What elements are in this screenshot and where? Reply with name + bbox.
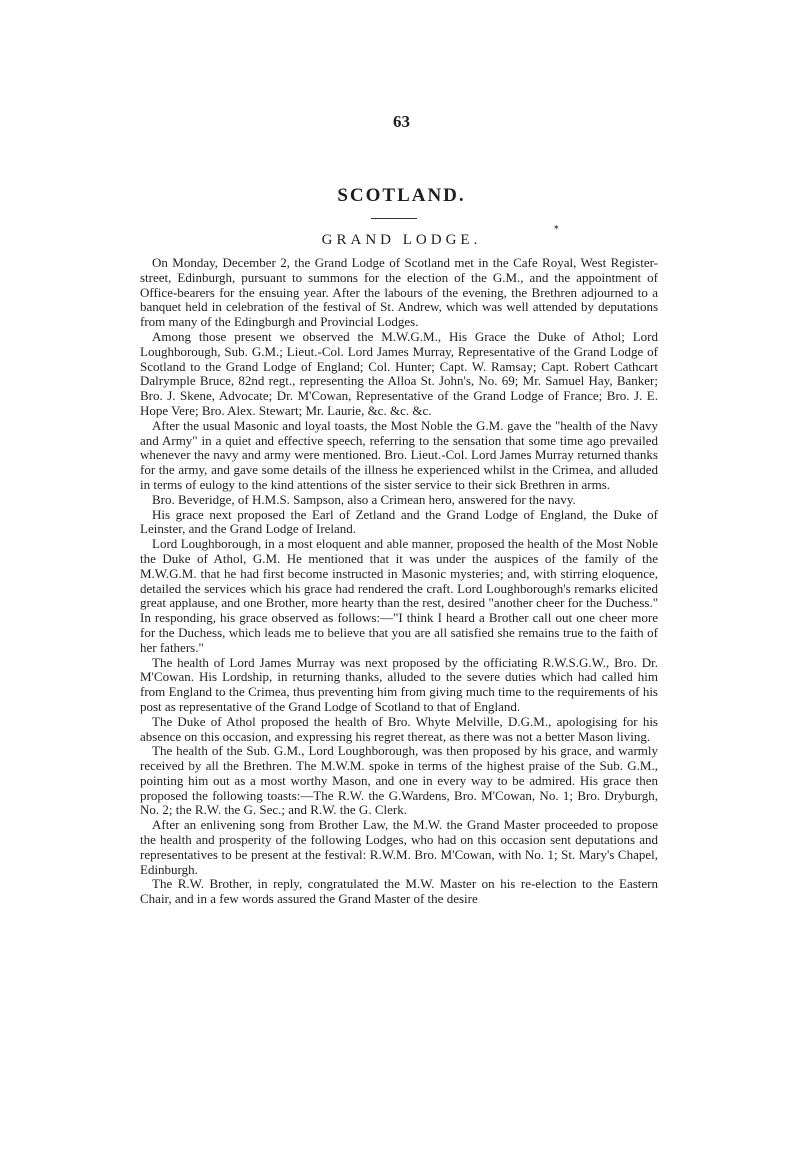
ornament-mark: ✶ [553, 223, 560, 232]
article-body [140, 256, 658, 907]
paragraph: Lord Loughborough, in a most eloquent and able manner, proposed the health of the Most Noble the Duke of Athol, G.M. He mentioned that it was under the auspices of the family of the M.W.G.M. that he had first become instructed in Masonic mysteries; and, with stirring eloquence, detailed the services which his grace had rendered the craft. Lord Loughborough's remarks elicited great applause, and one Brother, more hearty than the rest, desired "another cheer for the Duchess." In responding, his grace observed as follows:—"I think I heard a Brother call out one cheer more for the Duchess, which leads me to believe that you are all satisfied she remains true to the faith of her fathers." [140, 536, 658, 655]
paragraph: Bro. Beveridge, of H.M.S. Sampson, also a Crimean hero, answered for the navy. [152, 491, 576, 507]
paragraph: The health of Lord James Murray was next proposed by the officiating R.W.S.G.W., Bro. Dr. M'Cowan. His Lordship, in returning thanks, alluded to the severe duties which had called him from England to the Crimea, thus preventing him from giving much time to the requirements of his post as representative of the Grand Lodge of Scotland to that of England. [140, 654, 658, 714]
article-subtitle: GRAND LODGE. [321, 232, 482, 248]
section-title: SCOTLAND. [337, 185, 466, 206]
paragraph: On Monday, December 2, the Grand Lodge of Scotland met in the Cafe Royal, West Register-street, Edinburgh, pursuant to summons for the election of the G.M., and the appointment of Office-bearers for the ensuing year. After the labours of the evening, the Brethren adjourned to a banquet held in celebration of the festival of St. Andrew, which was well attended by deputations from many of the Edingburgh and Provincial Lodges. [140, 255, 658, 330]
paragraph: His grace next proposed the Earl of Zetland and the Grand Lodge of England, the Duke of Leinster, and the Grand Lodge of Ireland. [140, 506, 658, 537]
paragraph: The Duke of Athol proposed the health of Bro. Whyte Melville, D.G.M., apologising for his absence on this occasion, and expressing his regret thereat, as there was not a better Mason living. [140, 713, 658, 744]
paragraph: After an enlivening song from Brother Law, the M.W. the Grand Master proceeded to propose the health and prosperity of the following Lodges, who had on this occasion sent deputations and representatives to be present at the festival: R.W.M. Bro. M'Cowan, with No. 1; St. Mary's Chapel, Edinburgh. [140, 817, 658, 877]
paragraph: After the usual Masonic and loyal toasts, the Most Noble the G.M. gave the "health of the Navy and Army" in a quiet and effective speech, referring to the sensation that some time ago prevailed whenever the navy and army were mentioned. Bro. Lieut.-Col. Lord James Murray returned thanks for the army, and gave some details of the illness he experienced whilst in the Crimea, and alluded in terms of eulogy to the kind attentions of the sister service to their sick Brethren in arms. [140, 417, 658, 492]
paragraph: The health of the Sub. G.M., Lord Loughborough, was then proposed by his grace, and warmly received by all the Brethren. The M.W.M. spoke in terms of the highest praise of the Sub. G.M., pointing him out as a most worthy Mason, and one in every way to be admired. His grace then proposed the following toasts:—The R.W. the G.Wardens, Bro. M'Cowan, No. 1; Bro. Dryburgh, No. 2; the R.W. the G. Sec.; and R.W. the G. Clerk. [140, 743, 658, 818]
paragraph: Among those present we observed the M.W.G.M., His Grace the Duke of Athol; Lord Loughborough, Sub. G.M.; Lieut.-Col. Lord James Murray, Representative of the Grand Lodge of Scotland to the Grand Lodge of England; Col. Hunter; Capt. W. Ramsay; Capt. Robert Cathcart Dalrymple Bruce, 82nd regt., representing the Alloa St. John's, No. 69; Mr. Samuel Hay, Banker; Bro. J. Skene, Advocate; Dr. M'Cowan, Representative of the Grand Lodge of France; Bro. J. E. Hope Vere; Bro. Alex. Stewart; Mr. Laurie, &c. &c. &c. [140, 328, 658, 418]
paragraph: The R.W. Brother, in reply, congratulated the M.W. Master on his re-election to the Eastern Chair, and in a few words assured the Grand Master of the desire [140, 876, 658, 907]
title-rule [371, 218, 417, 219]
page-number: 63 [393, 112, 410, 131]
